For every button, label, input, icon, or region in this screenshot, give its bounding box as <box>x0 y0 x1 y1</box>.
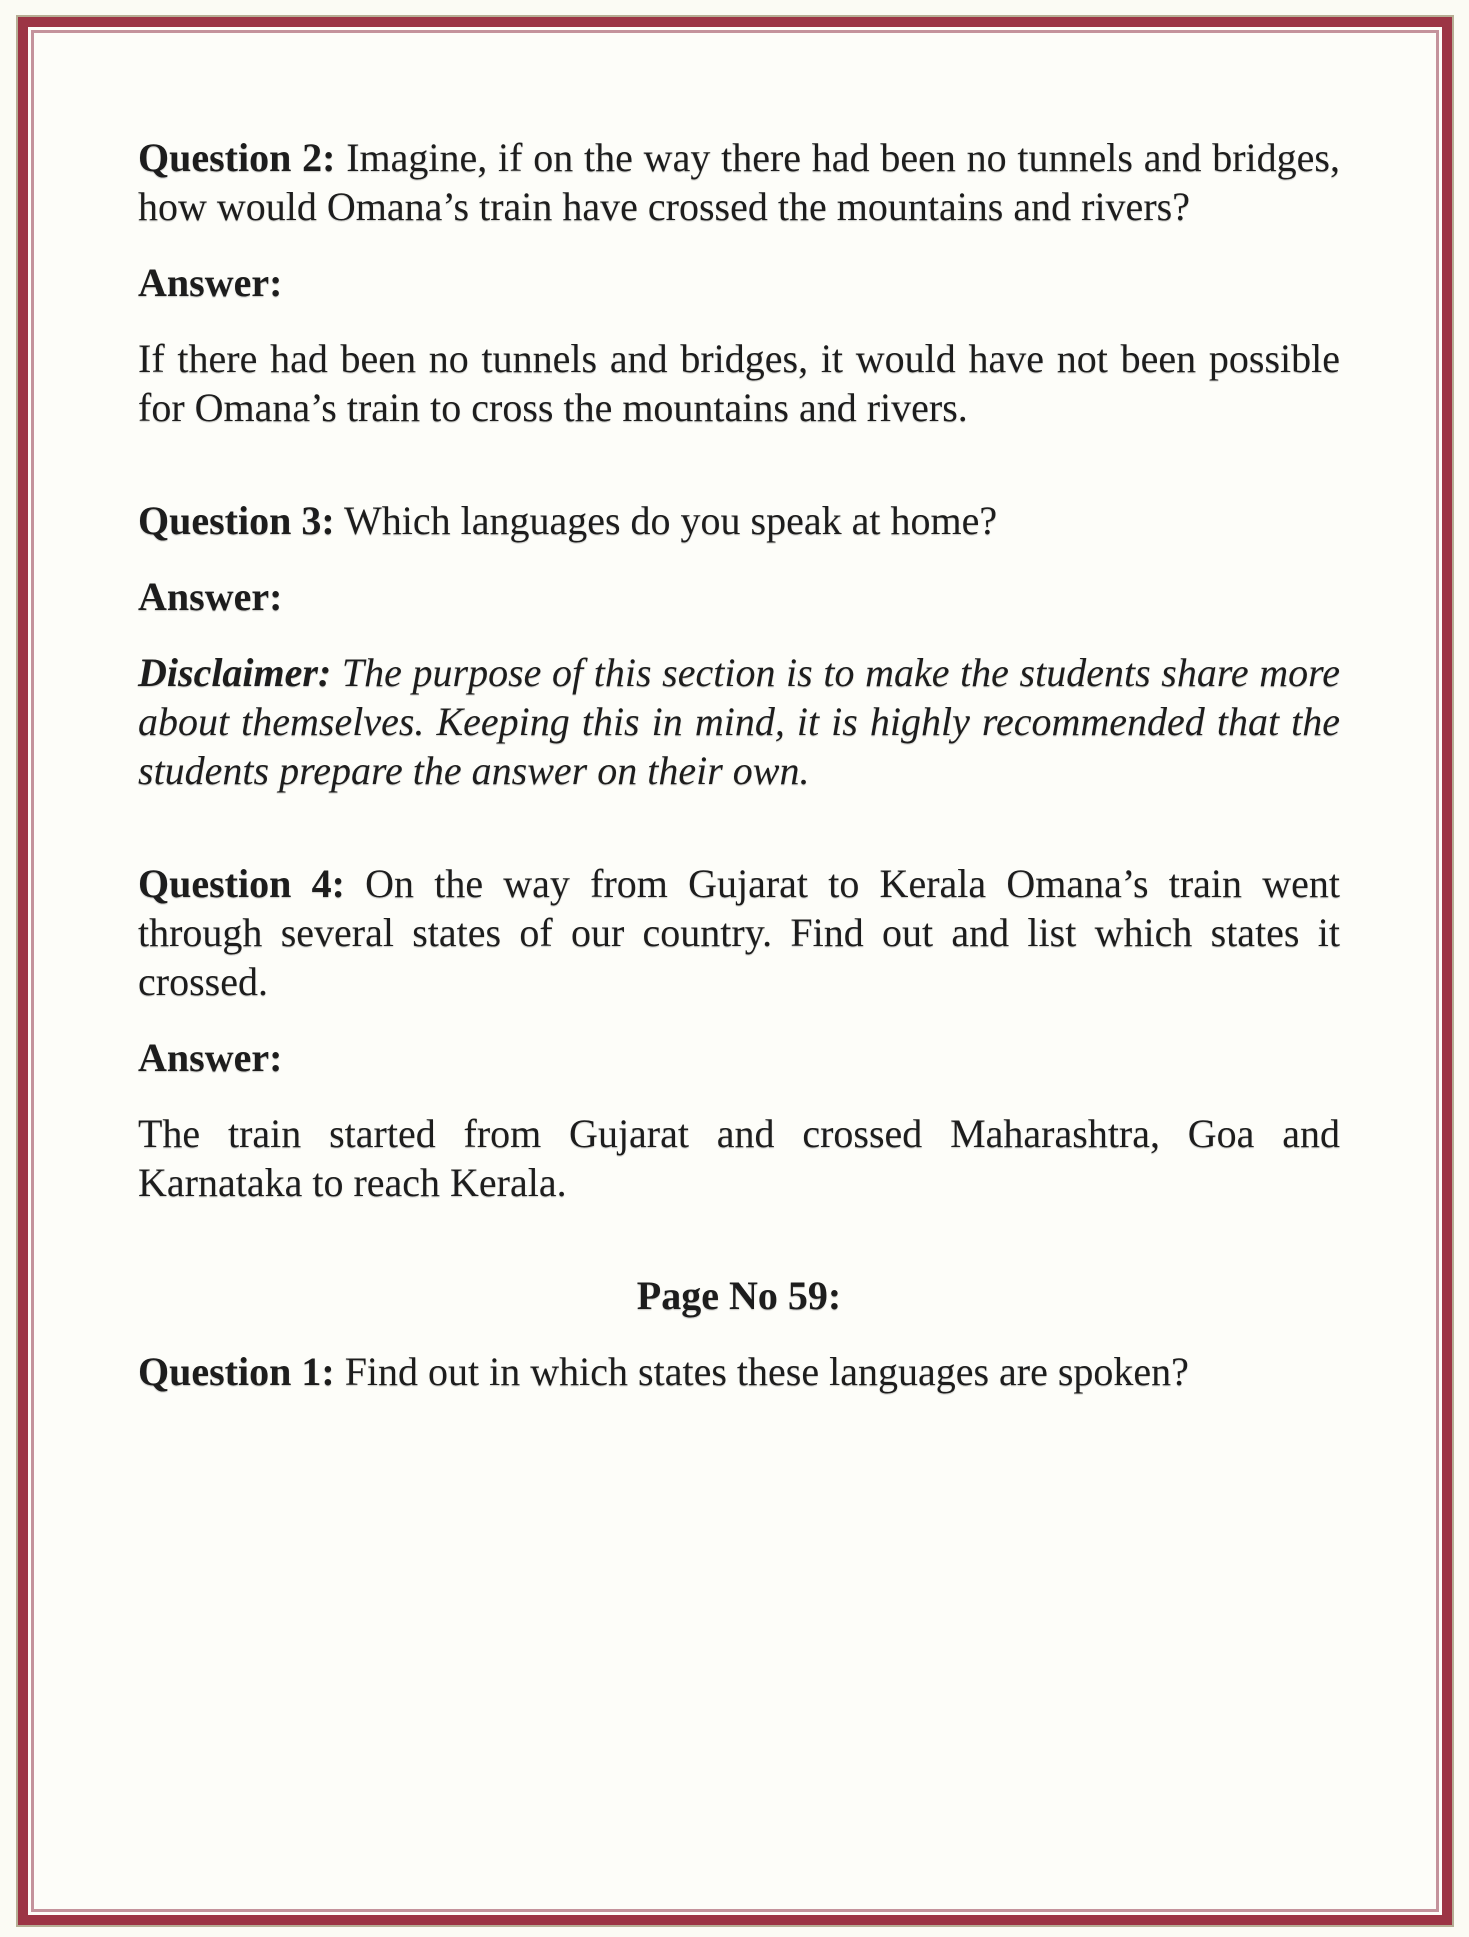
question-4-label: Question 4: <box>138 861 345 906</box>
page-number-heading: Page No 59: <box>636 1273 842 1318</box>
question-2-label: Question 2: <box>138 135 336 180</box>
question-3-paragraph <box>138 496 1340 545</box>
page-outer-border <box>18 17 1452 1925</box>
answer-label-2: Answer: <box>138 574 283 619</box>
page-content <box>34 33 1436 1909</box>
answer-2-paragraph: If there had been no tunnels and bridges, it would have not been possible for Omana’s train to cross the mountains and rivers. <box>138 336 1340 430</box>
page-inner-border <box>31 30 1439 1912</box>
question-3-text: Which languages do you speak at home? <box>343 498 998 543</box>
answer-label-1: Answer: <box>138 260 283 305</box>
question-1-text: Find out in which states these languages are spoken? <box>344 1349 1189 1394</box>
question-1-paragraph <box>138 1347 1340 1396</box>
disclaimer-text: The purpose of this section is to make the students share more about themselves. Keeping this in mind, it is highly recommended that the students prepare the answer on their own. <box>138 650 1340 793</box>
question-4-paragraph <box>138 859 1340 1006</box>
question-4-text: On the way from Gujarat to Kerala Omana’s train went through several states of our country. Find out and list which states it crossed. <box>138 861 1341 1004</box>
answer-label-3: Answer: <box>138 1035 283 1080</box>
question-1-label: Question 1: <box>138 1349 335 1394</box>
question-2-text: Imagine, if on the way there had been no tunnels and bridges, how would Omana’s train have crossed the mountains and rivers? <box>138 135 1340 229</box>
answer-4-paragraph: The train started from Gujarat and crossed Maharashtra, Goa and Karnataka to reach Kerala. <box>138 1111 1340 1205</box>
question-2-paragraph <box>138 133 1340 231</box>
question-3-label: Question 3: <box>138 498 335 543</box>
disclaimer-paragraph <box>138 648 1340 795</box>
disclaimer-label: Disclaimer: <box>138 650 332 695</box>
